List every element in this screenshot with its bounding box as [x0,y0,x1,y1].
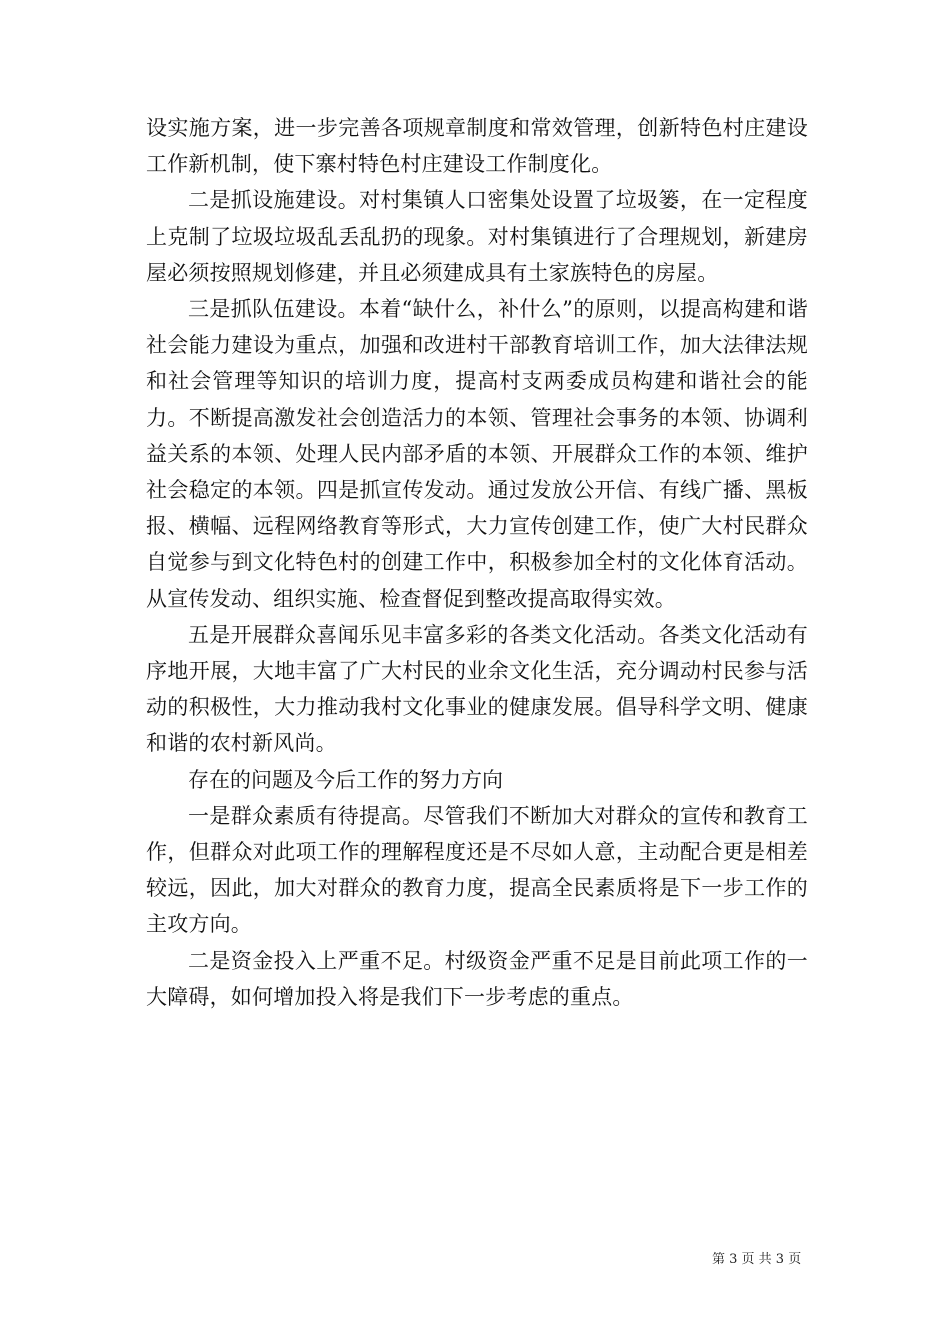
paragraph-cultural-activities: 五是开展群众喜闻乐见丰富多彩的各类文化活动。各类文化活动有序地开展，大地丰富了广大村民的业余文化生活，充分调动村民参与活动的积极性，大力推动我村文化事业的健康发展。倡导科学文明、健康和谐的农村新风尚。 [146,622,808,756]
paragraph-continuation: 设实施方案，进一步完善各项规章制度和常效管理，创新特色村庄建设工作新机制，使下寨村特色村庄建设工作制度化。 [146,116,808,177]
page-number: 第 3 页 共 3 页 [712,1252,802,1267]
paragraph-team-building: 三是抓队伍建设。本着“缺什么，补什么”的原则，以提高构建和谐社会能力建设为重点，加强和改进村干部教育培训工作，加大法律法规和社会管理等知识的培训力度，提高村支两委成员构建和谐社会的能力。不断提高激发社会创造活力的本领、管理社会事务的本领、协调利益关系的本领、处理人民内部矛盾的本领、开展群众工作的本领、维护社会稳定的本领。四是抓宣传发动。通过发放公开信、有线广播、黑板报、横幅、远程网络教育等形式，大力宣传创建工作，使广大村民群众自觉参与到文化特色村的创建工作中，积极参加全村的文化体育活动。从宣传发动、组织实施、检查督促到整改提高取得实效。 [146,297,808,611]
document-body [146,110,808,1015]
section-heading-problems: 存在的问题及今后工作的努力方向 [188,767,503,792]
paragraph-public-quality: 一是群众素质有待提高。尽管我们不断加大对群众的宣传和教育工作，但群众对此项工作的理解程度还是不尽如人意，主动配合更是相差较远，因此，加大对群众的教育力度，提高全民素质将是下一步工作的主攻方向。 [146,803,808,937]
paragraph-funding: 二是资金投入上严重不足。村级资金严重不足是目前此项工作的一大障碍，如何增加投入将是我们下一步考虑的重点。 [146,948,808,1009]
paragraph-facility-construction: 二是抓设施建设。对村集镇人口密集处设置了垃圾篓，在一定程度上克制了垃圾垃圾乱丢乱扔的现象。对村集镇进行了合理规划，新建房屋必须按照规划修建，并且必须建成具有土家族特色的房屋。 [146,188,808,285]
